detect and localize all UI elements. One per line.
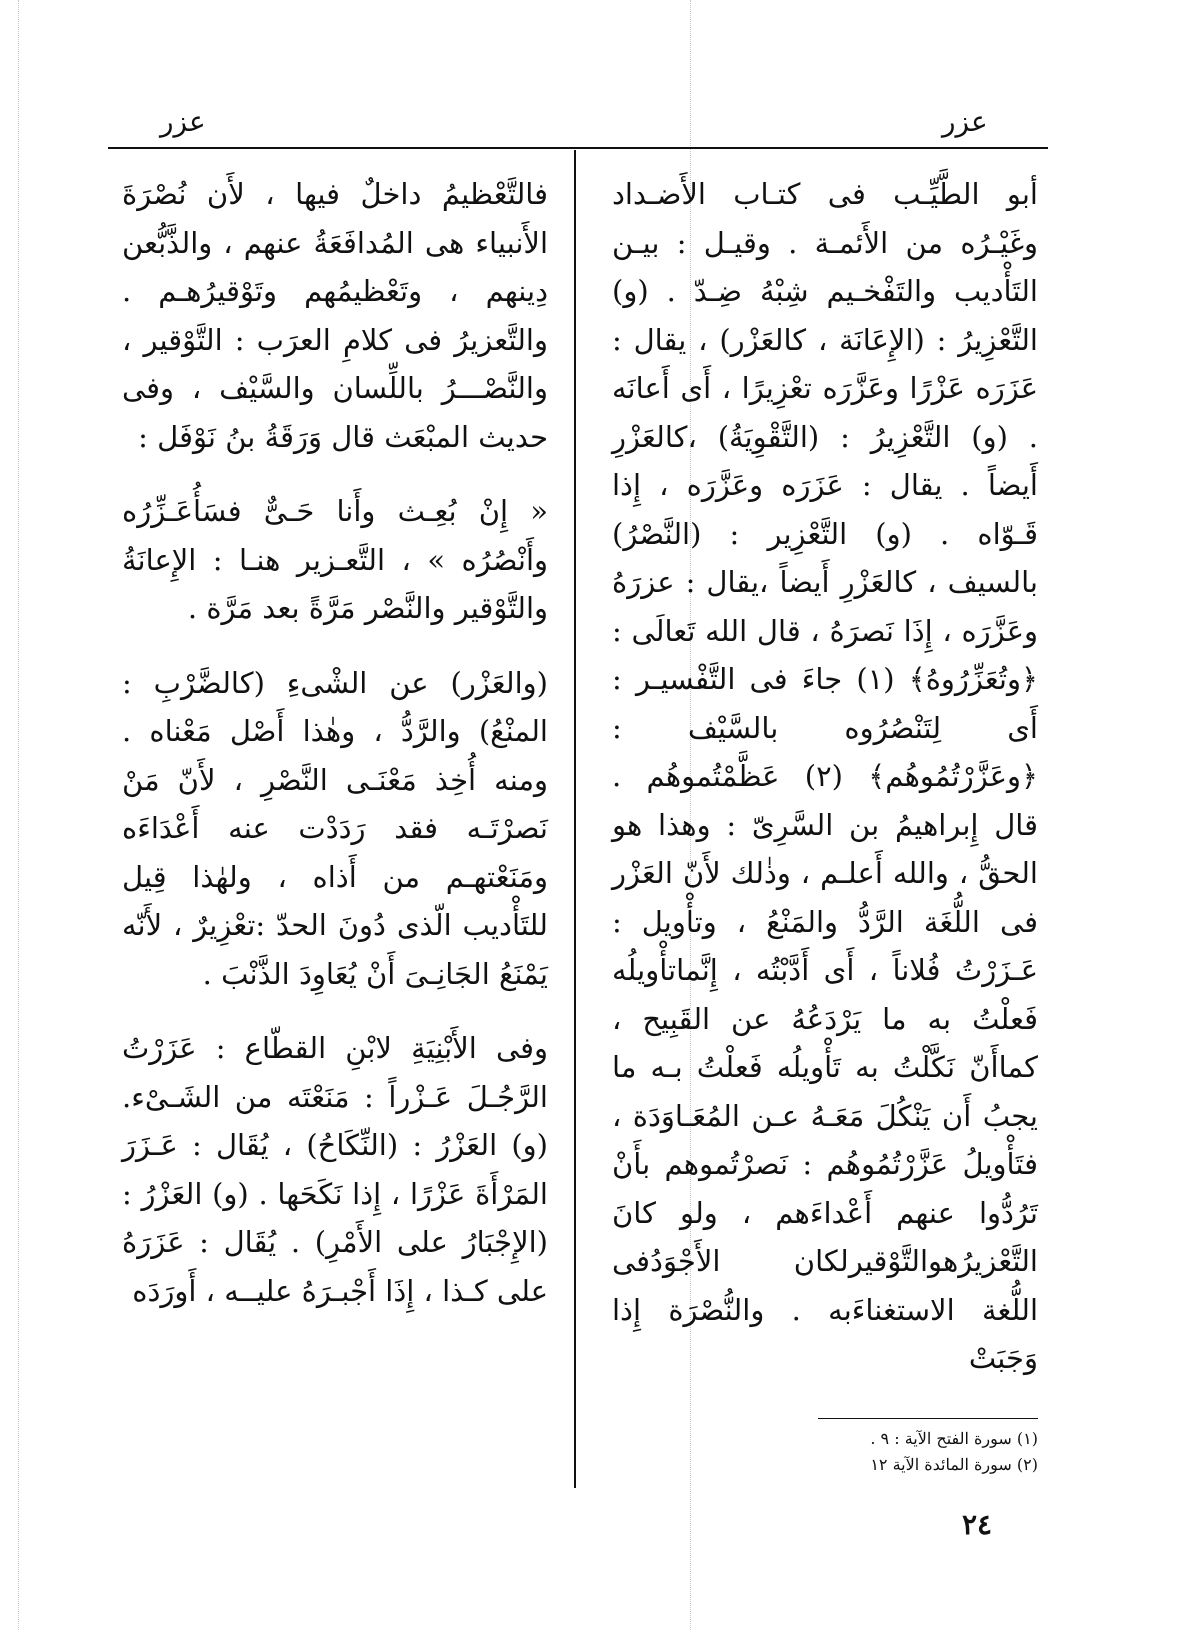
footnote-divider <box>818 1418 1038 1419</box>
column-divider <box>574 150 576 1488</box>
right-column-paragraph: أبو الطَّيِّـب فى كتـاب الأَضـداد وغَيْـرُه من الأَئمـة . وقيـل : بيـن التَأْديب والتَفْخـيم شِبْهُ ضِـدّ . (و) التَّعْزِيرُ : (الإِعَانَة ، كالعَزْر) ، يقال : عَزَرَه عَزْرًا وعَزَّرَه تعْزِيرًا ، أَى أَعانَه . (و) التَّعْزِيرُ : (التَّقْوِيَةُ) ،كالعَزْرِ أَيضاً . يقال : عَزَرَه وعَزَّرَه ، إِذا قَـوّاه . (و) التَّعْزِير : (النَّصْرُ) بالسيف ، كالعَزْرِ أَيضاً ،يقال : عزرَهُ وعَزَّرَه ، إِذَا نَصرَهُ ، قال الله تَعالَى : ﴿وتُعَزِّرُوهُ﴾ (١) جاءَ فى التَّفْسيـر : أَى لِتَنْصُرُوه بالسَّيْف : ﴿وعَزَّرْتُمُوهُم﴾ (٢) عَظَّمْتُموهُم . قال إِبراهيمُ بن السَّرِىّ : وهذا هو الحقُّ ، والله أَعلـم ، وذٰلك لأَنّ العَزْر فى اللُّغَة الرَّدُّ والمَنْعُ ، وتأْويل : عَـزَرْتُ فُلاناً ، أَى أَدَّبْتُه ، إِنَّماتأْويلُه فَعلْتُ به ما يَرْدَعُهُ عن القَبِيح ، كماأَنّ نَكَّلْتُ به تَأْويلُه فَعلْتُ بـه ما يجبُ أَن يَنْكُلَ مَعَـهُ عـن المُعَـاوَدَة ، فتَأْويلُ عَزَّرْتُمُوهُم : نَصرْتُموهم بأَنْ تَرُدُّوا عنهم أَعْداءَهم ، ولو كانَ التَّعْزيرُهوالتَّوْقيرلكان الأَجْوَدُفى اللُّغة الاستغناءَبه . والنُّصْرَة إِذا وَجَبَتْ <box>612 177 1038 1375</box>
left-text-column <box>122 170 548 1315</box>
footnote-2: (٢) سورة المائدة الآية ١٢ <box>870 1455 1038 1474</box>
left-column-paragraph: وفى الأَبْنِيَةِ لابْنِ القطّاع : عَزَرْتُ الرَّجُـلَ عَـزْراً : مَنَعْتَه من الشَـىْء. (و) العَزْرُ : (النِّكَاحُ) ، يُقَال : عَـزَرَ المَرْأَةَ عَزْرًا ، إِذا نَكَحَها . (و) العَزْرُ : (الإِجْبَارُ على الأَمْرِ) . يُقَال : عَزَرَهُ على كـذا ، إِذَا أَجْبـرَهُ عليــه ، أَورَدَه <box>122 1031 548 1308</box>
left-column-paragraph: (والعَزْر) عن الشْىءِ (كالضَّرْبِ : المنْعُ) والرَّدُّ ، وهٰذا أَصْل مَعْناه . ومنه أُخِذ مَعْنَـى النَّصْرِ ، لأَنّ مَنْ نَصرْتَـه فقد رَدَدْت عنه أَعْدَاءَه ومَنَعْتهـم من أَذاه ، ولهٰذا قِيل للتَأْديب الّذى دُونَ الحدّ :تعْزِيرٌ ، لأَنّه يَمْنَعُ الجَانِـىَ أَنْ يُعَاوِدَ الذَّنْبَ . <box>122 665 548 991</box>
header-entry-word-left: عزر <box>160 105 206 138</box>
footnote-1: (١) سورة الفتح الآية : ٩ . <box>870 1429 1038 1448</box>
page-number: ٢٤ <box>962 1508 993 1541</box>
left-column-paragraph: فالتَّعْظيمُ داخلٌ فيها ، لأَن نُصْرَةَ الأَنبياء هى المُدافَعَةُ عنهم ، والذَّبُّعن دِينهم ، وتَعْظيمُهم وتَوْقيرُهـم . والتَّعزيرُ فى كلامِ العرَب : التَّوْقير ، والنَّصْـــرُ باللِّسان والسَّيْف ، وفى حديث المبْعَث قال وَرَقَةُ بنُ نَوْفَل : <box>122 177 548 454</box>
footnotes <box>780 1426 1038 1478</box>
right-text-column <box>612 170 1038 1383</box>
header-entry-word-right: عزر <box>942 105 988 138</box>
scan-artifact-line <box>18 0 19 1630</box>
left-column-paragraph: « إِنْ بُعِـث وأَنا حَـىٌّ فسَأُعَـزِّرُه وأَنْصُرُه » ، التَّعـزير هنـا : الإِعانَةُ والتَّوْقير والنَّصْر مَرَّةً بعد مَرَّة . <box>122 494 548 625</box>
header-divider <box>108 147 1048 149</box>
